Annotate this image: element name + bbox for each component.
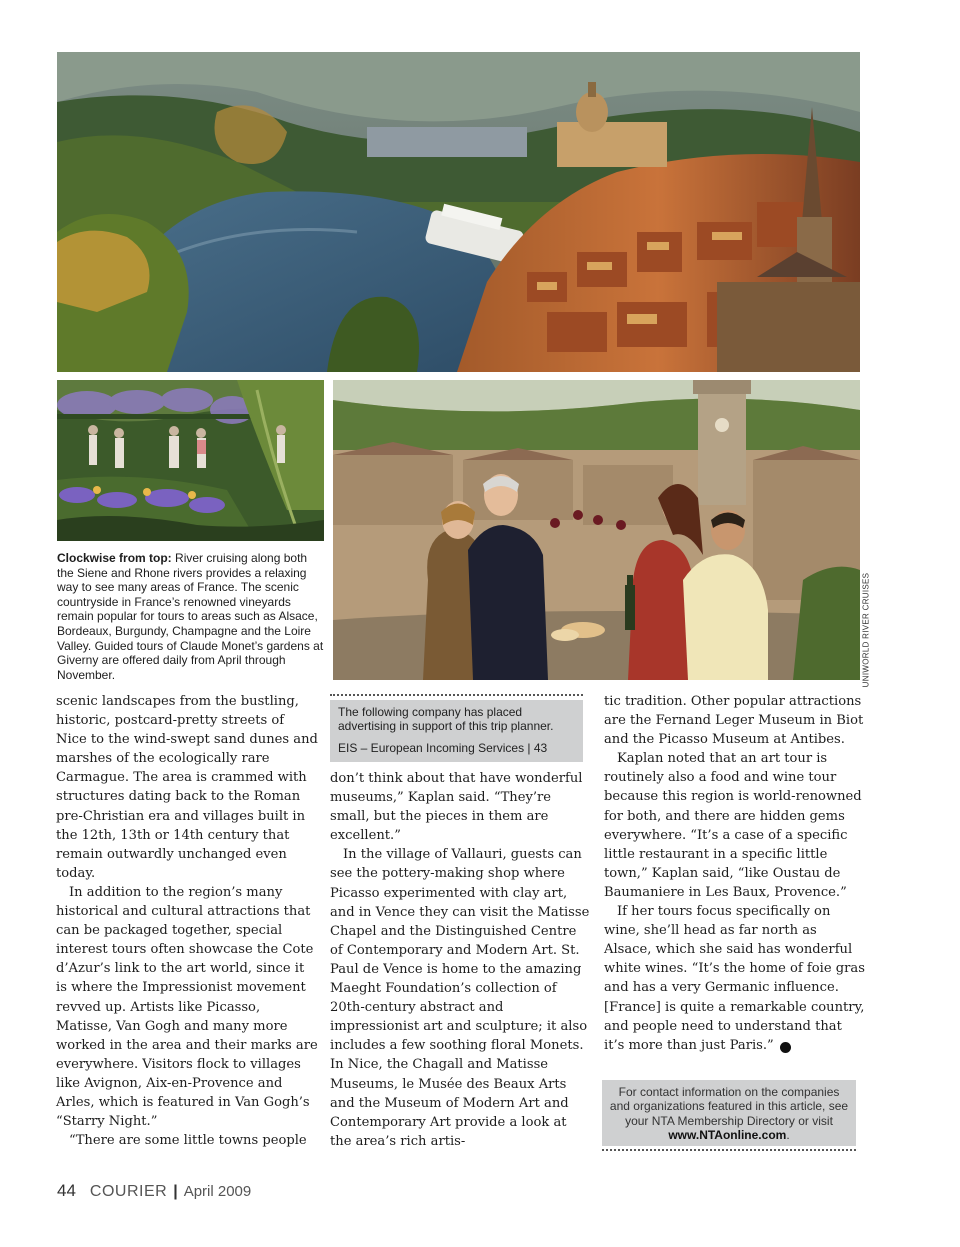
paragraph: scenic landscapes from the bustling, historic, postcard-pretty streets of Nice to the wind-swept sand dunes and marshes of the ecologically rare Carmague. The area is crammed with structures dating back to the Roman pre-Christian era and villages built in the 12th, 13th or 14th century that remain outwardly unchanged even today. <box>56 694 318 881</box>
advertiser-intro: The following company has placed advertising in support of this trip planner. <box>338 705 554 733</box>
monet-garden-giverny-photo <box>57 380 324 541</box>
contact-tail: . <box>786 1127 790 1142</box>
river-cruise-town-photo <box>57 52 860 372</box>
contact-text: For contact information on the companies and organizations featured in this article, see your NTA Membership Directory or visit <box>609 1085 849 1128</box>
paragraph: In addition to the region’s many historical and cultural attractions that can be packaged together, special interest tours often showcase the Cote d’Azur’s link to the art world, since it is where the Impressionist movement revved up. Artists like Picasso, Matisse, Van Gogh and many more worked in the area and their marks are everywhere. Visitors flock to villages like Avignon, Aix-en-Provence and Arles, which is featured in Van Gogh’s “Starry Night.” <box>56 884 318 1130</box>
advertiser-entry: EIS – European Incoming Services | 43 <box>338 741 548 755</box>
page-footer <box>57 1181 251 1201</box>
photo-credit: UNIWORLD RIVER CRUISES <box>861 572 871 688</box>
photo-caption <box>57 551 327 682</box>
end-mark-icon: C <box>780 1042 791 1053</box>
paragraph: tic tradition. Other popular attractions are the Fernand Leger Museum in Biot and the Picasso Museum at Antibes. <box>604 694 864 748</box>
dotted-rule <box>602 1149 856 1151</box>
caption-body: River cruising along both the Siene and Rhone rivers provides a relaxing way to see many areas of France. The scenic countryside in France’s renowned vineyards remain popular for tours to areas such as Alsace, Bordeaux, Burgundy, Champagne and the Loire Valley. Guided tours of Claude Monet’s gardens at Giverny are offered daily from April through November. <box>57 551 324 682</box>
page-number: 44 <box>57 1181 76 1200</box>
advertiser-box <box>330 694 583 762</box>
article-column-1 <box>56 692 318 1150</box>
article-column-3 <box>604 692 866 1055</box>
dotted-rule <box>330 694 583 696</box>
paragraph <box>604 902 866 1055</box>
contact-info-box <box>602 1080 856 1151</box>
footer-separator: | <box>173 1183 178 1200</box>
caption-lead: Clockwise from top: <box>57 551 172 565</box>
paragraph: “There are some little towns people <box>69 1133 307 1149</box>
paragraph: In the village of Vallauri, guests can see the pottery-making shop where Picasso experimented with clay art, and in Vence they can visit the Matisse Chapel and the Distinguished Centre of Contemporary and Modern Art. St. Paul de Vence is home to the amazing Maeght Foundation’s collection of 20th-century abstract and impressionist art and sculpture; it also includes a few soothing floral Monets. In Nice, the Chagall and Matisse Museums, le Musée des Beaux Arts and the Museum of Modern Art and Contemporary Art provide a look at the area’s rich artis- <box>330 847 590 1149</box>
issue-date: April 2009 <box>183 1183 252 1200</box>
paragraph-text: If her tours focus specifically on wine, she’ll head as far north as Alsace, which she said has wonderful white wines. “It’s the home of foie gras and has a very Germanic influence. [France] is quite a remarkable country, and people need to understand that it’s more than just Paris.” <box>604 904 865 1053</box>
paragraph: don’t think about that have wonderful museums,” Kaplan said. “They’re small, but the pieces in them are excellent.” <box>330 771 583 844</box>
contact-url: www.NTAonline.com <box>668 1127 787 1142</box>
article-column-2 <box>330 769 592 1151</box>
couples-wine-toast-photo <box>333 380 860 680</box>
magazine-name: COURIER <box>89 1183 168 1200</box>
paragraph: Kaplan noted that an art tour is routinely also a food and wine tour because this region is world-renowned for both, and there are hidden gems everywhere. “It’s a case of a specific little restaurant in a specific little town,” Kaplan said, “like Oustau de Baumaniere in Les Baux, Provence.” <box>604 751 862 900</box>
